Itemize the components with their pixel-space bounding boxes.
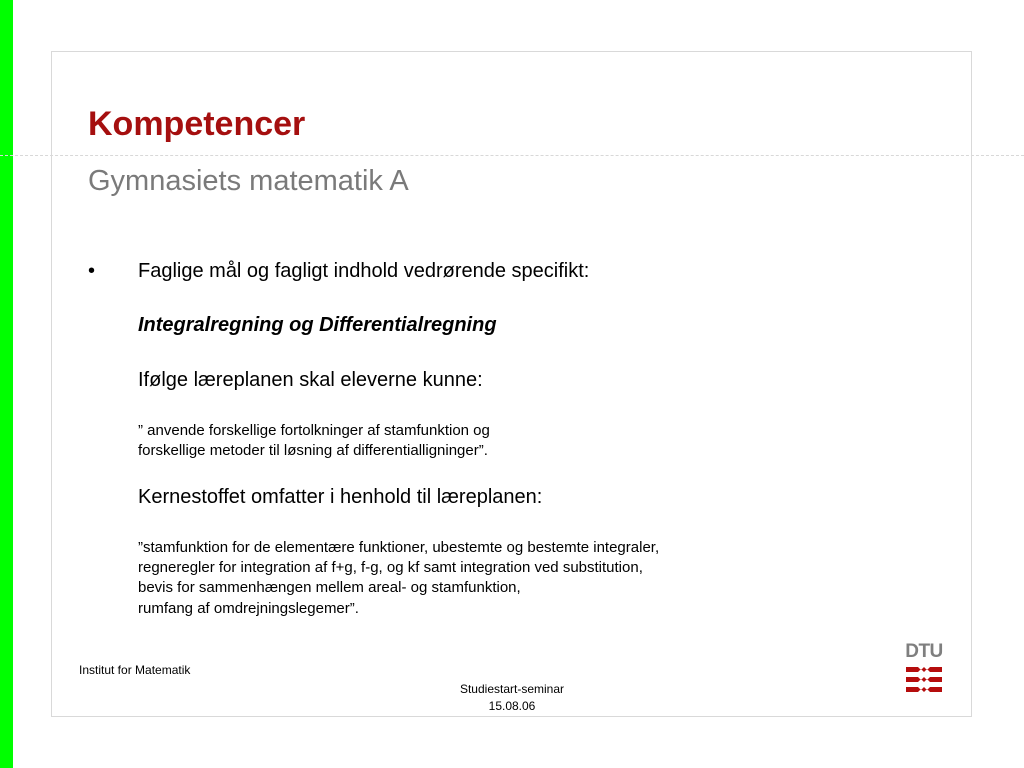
- body-line-quote-1: ” anvende forskellige fortolkninger af stamfunktion og: [138, 422, 490, 439]
- body-line-quote-2: forskellige metoder til løsning af differentialligninger”.: [138, 442, 488, 459]
- body-line-core-3: bevis for sammenhængen mellem areal- og stamfunktion,: [138, 579, 521, 596]
- footer-event-info: [440, 681, 584, 715]
- slide-subtitle: Gymnasiets matematik A: [88, 165, 409, 197]
- bullet-marker: •: [88, 260, 96, 282]
- slide-title: Kompetencer: [88, 105, 306, 143]
- body-line-core-2: regneregler for integration af f+g, f-g, og kf samt integration ved substitution,: [138, 559, 643, 576]
- footer-date: 15.08.06: [488, 699, 536, 713]
- body-line-core: Kernestoffet omfatter i henhold til læreplanen:: [138, 486, 543, 508]
- body-line-topic: Integralregning og Differentialregning: [138, 314, 497, 336]
- dtu-stripes-icon: [906, 667, 942, 693]
- body-line-curriculum: Ifølge læreplanen skal eleverne kunne:: [138, 369, 483, 391]
- body-line-core-1: ”stamfunktion for de elementære funktioner, ubestemte og bestemte integraler,: [138, 539, 660, 556]
- footer-institute: Institut for Matematik: [79, 663, 191, 677]
- body-line-intro: Faglige mål og fagligt indhold vedrørende specifikt:: [138, 260, 590, 282]
- accent-bar: [0, 0, 13, 768]
- dtu-logo-text: DTU: [905, 641, 943, 662]
- dtu-logo: [904, 641, 944, 697]
- body-line-core-4: rumfang af omdrejningslegemer”.: [138, 600, 359, 617]
- footer-event: Studiestart-seminar: [459, 682, 565, 696]
